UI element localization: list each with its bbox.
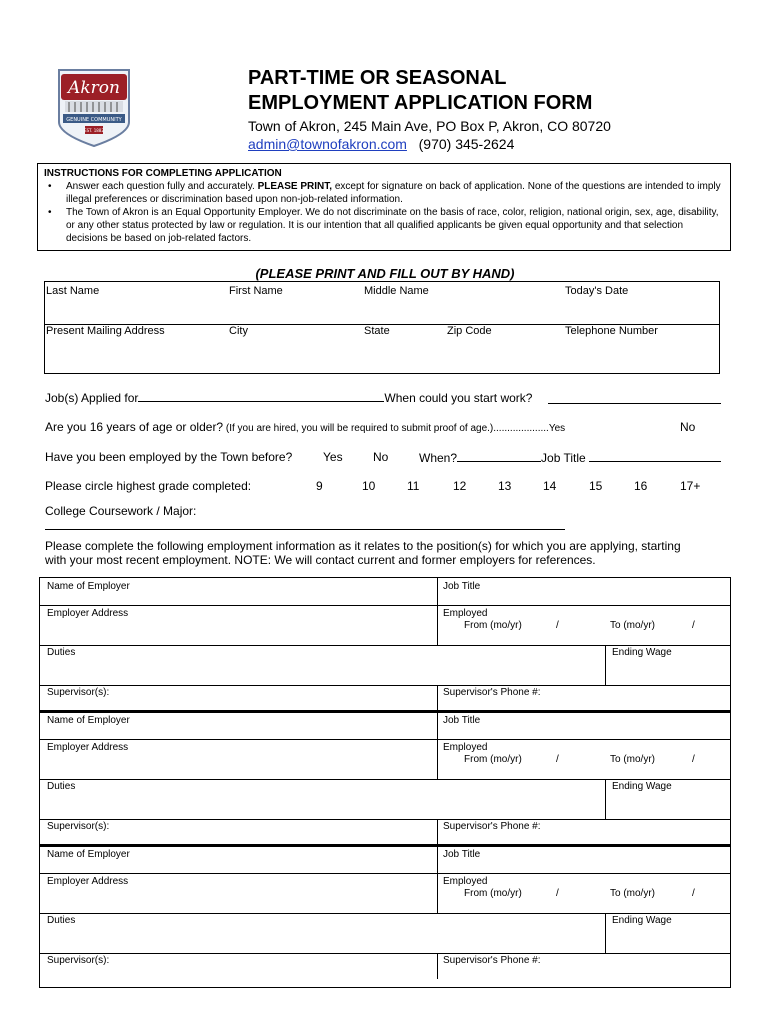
svg-text:Akron: Akron <box>68 78 120 98</box>
grade-option[interactable]: 13 <box>498 479 512 493</box>
college-label: College Coursework / Major: <box>45 504 197 518</box>
first-name-field[interactable]: First Name <box>229 285 283 297</box>
ending-wage-field[interactable]: Ending Wage <box>612 781 672 792</box>
employed-to-field[interactable]: To (mo/yr) <box>610 754 655 765</box>
employed-from-field[interactable]: From (mo/yr) <box>464 754 522 765</box>
supervisor-phone-field[interactable]: Supervisor's Phone #: <box>443 687 541 698</box>
print-heading: (PLEASE PRINT AND FILL OUT BY HAND) <box>255 266 515 281</box>
employed-label[interactable]: Employed <box>443 742 488 753</box>
grade-option[interactable]: 14 <box>543 479 557 493</box>
employer-job-title-field[interactable]: Job Title <box>443 849 481 860</box>
date-slash[interactable]: / <box>556 620 559 631</box>
zip-field[interactable]: Zip Code <box>447 325 492 337</box>
todays-date-field[interactable]: Today's Date <box>565 285 629 297</box>
supervisor-field[interactable]: Supervisor(s): <box>47 821 110 832</box>
ending-wage-field[interactable]: Ending Wage <box>612 647 672 658</box>
svg-text:EST. 1882: EST. 1882 <box>84 128 104 133</box>
ending-wage-field[interactable]: Ending Wage <box>612 915 672 926</box>
age-question: Are you 16 years of age or older? (If you are hired, you will be required to submit proof of age.)....................Yes <box>45 420 566 434</box>
employer-name-field[interactable]: Name of Employer <box>47 581 130 592</box>
date-slash[interactable]: / <box>556 888 559 899</box>
employer-address-field[interactable]: Employer Address <box>47 876 129 887</box>
date-slash[interactable]: / <box>692 888 695 899</box>
grade-option[interactable]: 12 <box>453 479 467 493</box>
contact-info <box>248 117 611 153</box>
phone: (970) 345-2624 <box>418 136 515 152</box>
duties-field[interactable]: Duties <box>47 647 76 658</box>
age-no-option[interactable]: No <box>680 420 696 434</box>
jobs-applied-line[interactable] <box>138 390 384 402</box>
employed-yes-option[interactable]: Yes <box>323 450 343 464</box>
employed-from-field[interactable]: From (mo/yr) <box>464 888 522 899</box>
middle-name-field[interactable]: Middle Name <box>364 285 429 297</box>
employed-from-field[interactable]: From (mo/yr) <box>464 620 522 631</box>
employed-to-field[interactable]: To (mo/yr) <box>610 620 655 631</box>
instruction-item: • The Town of Akron is an Equal Opportunity Employer. We do not discriminate on the basis of race, color, religion, national origin, sex, age, disability, or any other status protected by law or regulation. It is our intention that all qualified applicants be given equal opportunity and that selection decisions be based on job-related factors. <box>66 206 724 245</box>
grade-option[interactable]: 17+ <box>680 479 701 493</box>
employed-no-option[interactable]: No <box>373 450 389 464</box>
supervisor-field[interactable]: Supervisor(s): <box>47 687 110 698</box>
when-field: When? Job Title <box>419 450 721 465</box>
state-field[interactable]: State <box>364 325 390 337</box>
employer-address-field[interactable]: Employer Address <box>47 608 129 619</box>
supervisor-field[interactable]: Supervisor(s): <box>47 955 110 966</box>
akron-logo <box>55 68 133 148</box>
start-date-line[interactable] <box>548 403 721 404</box>
employed-before-question: Have you been employed by the Town before? <box>45 450 293 464</box>
employer-address-field[interactable]: Employer Address <box>47 742 129 753</box>
svg-text:GENUINE COMMUNITY: GENUINE COMMUNITY <box>66 117 122 123</box>
date-slash[interactable]: / <box>556 754 559 765</box>
supervisor-phone-field[interactable]: Supervisor's Phone #: <box>443 955 541 966</box>
instruction-item: • Answer each question fully and accurately. PLEASE PRINT, except for signature on back of application. None of the questions are intended to imply illegal preferences or discrimination based upon non-job-related information. <box>66 180 724 206</box>
grade-option[interactable]: 16 <box>634 479 648 493</box>
town-address: Town of Akron, 245 Main Ave, PO Box P, Akron, CO 80720 <box>248 118 611 134</box>
employment-intro: Please complete the following employment information as it relates to the position(s) for which you are applying, starting with your most recent employment. NOTE: We will contact current and former employers for references. <box>45 539 681 567</box>
grade-question: Please circle highest grade completed: <box>45 479 252 493</box>
employed-label[interactable]: Employed <box>443 608 488 619</box>
city-field[interactable]: City <box>229 325 248 337</box>
email-link[interactable]: admin@townofakron.com <box>248 136 407 152</box>
duties-field[interactable]: Duties <box>47 781 76 792</box>
personal-info-grid <box>44 282 720 374</box>
employer-name-field[interactable]: Name of Employer <box>47 849 130 860</box>
telephone-field[interactable]: Telephone Number <box>565 325 658 337</box>
grade-option[interactable]: 10 <box>362 479 376 493</box>
instructions-box <box>37 163 731 251</box>
employer-name-field[interactable]: Name of Employer <box>47 715 130 726</box>
grade-option[interactable]: 11 <box>407 479 420 493</box>
employed-label[interactable]: Employed <box>443 876 488 887</box>
employer-job-title-field[interactable]: Job Title <box>443 581 481 592</box>
instructions-heading: INSTRUCTIONS FOR COMPLETING APPLICATION <box>44 168 282 179</box>
grade-option[interactable]: 15 <box>589 479 603 493</box>
supervisor-phone-field[interactable]: Supervisor's Phone #: <box>443 821 541 832</box>
jobs-applied-row: Job(s) Applied for When could you start work? <box>45 391 533 405</box>
college-line[interactable] <box>45 529 565 530</box>
duties-field[interactable]: Duties <box>47 915 76 926</box>
mailing-address-field[interactable]: Present Mailing Address <box>46 325 165 337</box>
grade-option[interactable]: 9 <box>316 479 323 493</box>
employer-job-title-field[interactable]: Job Title <box>443 715 481 726</box>
employed-to-field[interactable]: To (mo/yr) <box>610 888 655 899</box>
date-slash[interactable]: / <box>692 754 695 765</box>
last-name-field[interactable]: Last Name <box>46 285 100 297</box>
date-slash[interactable]: / <box>692 620 695 631</box>
form-title: PART-TIME OR SEASONAL EMPLOYMENT APPLICATION FORM <box>248 67 593 114</box>
